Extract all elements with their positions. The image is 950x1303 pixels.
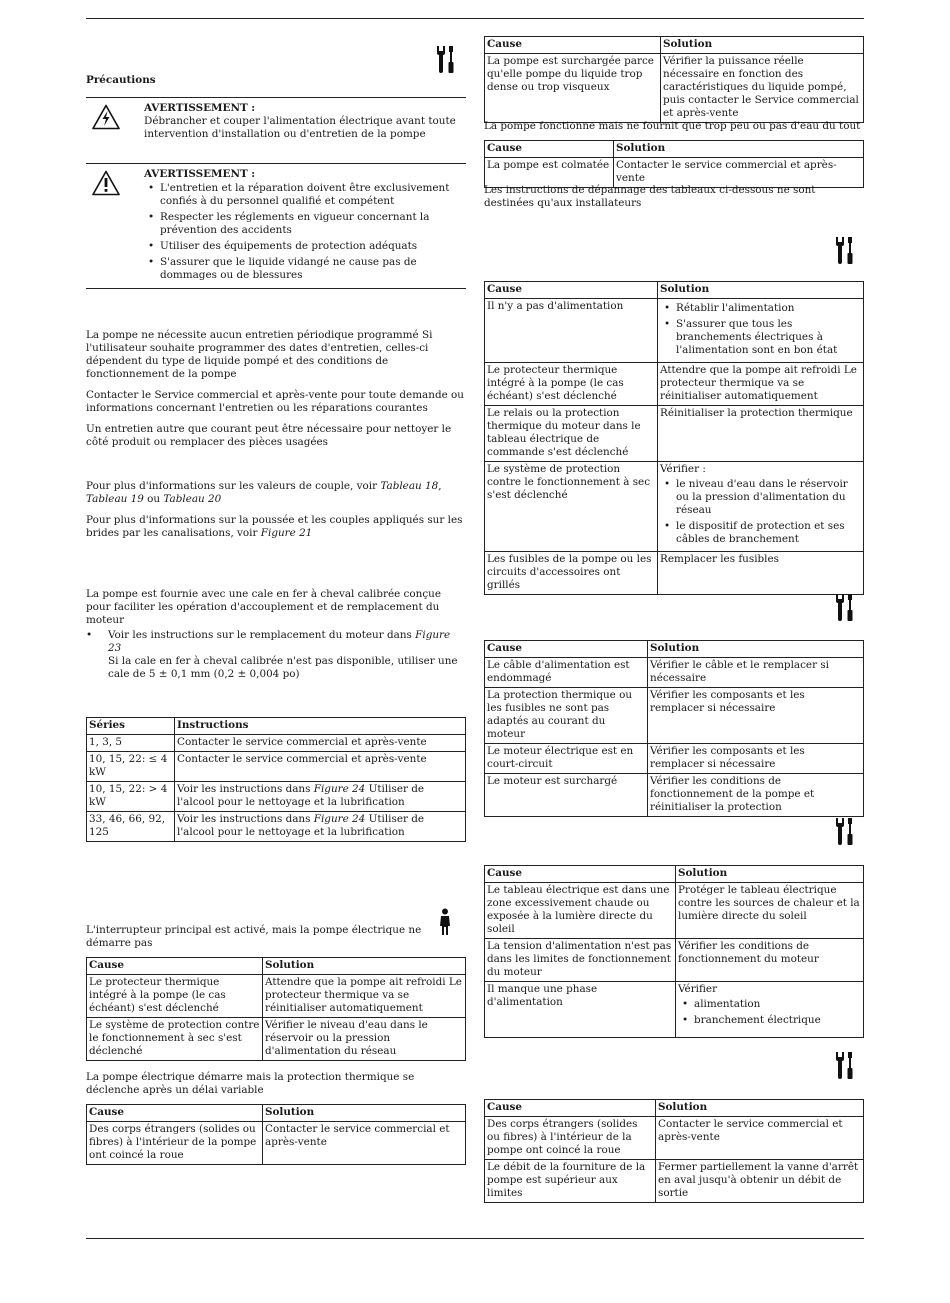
- column-header: Séries: [87, 718, 175, 735]
- general-warning-icon: [92, 170, 120, 196]
- table-row: 10, 15, 22: ≤ 4 kW Contacter le service commercial et après-vente: [87, 752, 466, 782]
- warning-box-electric: [86, 97, 466, 154]
- table-row: 33, 46, 66, 92, 125 Voir les instructions dans Figure 24 Utiliser de l'alcool pour le nettoyage et la lubrification: [87, 812, 466, 842]
- warning2-item: • L'entretien et la réparation doivent être exclusivement confiés à du personnel qualifié et compétent: [160, 182, 466, 208]
- wrench-screwdriver-icon: [833, 816, 855, 846]
- warning2-item: • Respecter les réglements en vigueur concernant la prévention des accidents: [160, 211, 466, 237]
- person-icon: [438, 908, 452, 936]
- table-row: La protection thermique ou les fusibles ne sont pas adaptés au courant du moteur Vérifier les composants et les remplacer si nécessaire: [485, 688, 864, 744]
- table-row: Le système de protection contre le fonctionnement à sec s'est déclenché Vérifier : • le niveau d'eau dans le réservoir ou la pression d'alimentation du réseau • le dispositif de protection et ses câbles de branchement: [485, 462, 864, 552]
- wrench-screwdriver-icon: [833, 592, 855, 622]
- table-ref[interactable]: Tableau 19: [86, 493, 144, 505]
- table-row: Le protecteur thermique intégré à la pompe (le cas échéant) s'est déclenché Attendre que la pompe ait refroidi Le protecteur thermique va se réinitialiser automatiquement: [485, 363, 864, 406]
- table-row: La pompe est surchargée parce qu'elle pompe du liquide trop dense ou trop visqueux Vérifier la puissance réelle nécessaire en fonction des caractéristiques du liquide pompé, puis contacter le Service commercial et après-vente: [485, 54, 864, 123]
- table-row: Les fusibles de la pompe ou les circuits d'accessoires ont grillés Remplacer les fusibles: [485, 552, 864, 595]
- table-row: Des corps étrangers (solides ou fibres) à l'intérieur de la pompe ont coincé la roue Contacter le service commercial et après-vente: [485, 1117, 864, 1160]
- troubleshoot-table-1: [86, 957, 466, 1061]
- precautions-title: Précautions: [86, 74, 156, 86]
- figure-ref[interactable]: Figure 23: [108, 629, 451, 654]
- troubleshoot-table-top: [484, 36, 864, 123]
- column-header: Solution: [656, 1100, 864, 1117]
- table-row: 10, 15, 22: > 4 kW Voir les instructions dans Figure 24 Utiliser de l'alcool pour le nettoyage et la lubrification: [87, 782, 466, 812]
- figure-ref[interactable]: Figure 24: [313, 783, 366, 795]
- column-header: Solution: [263, 958, 466, 975]
- table-row: Le protecteur thermique intégré à la pompe (le cas échéant) s'est déclenché Attendre que la pompe ait refroidi Le protecteur thermique va se réinitialiser automatiquement: [87, 975, 466, 1018]
- table-row: Il n'y a pas d'alimentation • Rétablir l'alimentation • S'assurer que tous les branchements électriques à l'alimentation sont en bon état: [485, 299, 864, 363]
- installers-note: Les instructions de dépannage des tableaux ci-dessous ne sont destinées qu'aux installateurs: [484, 184, 816, 209]
- column-header: Solution: [614, 141, 864, 158]
- column-header: Cause: [485, 641, 648, 658]
- column-header: Solution: [648, 641, 864, 658]
- wrench-screwdriver-icon: [833, 1050, 855, 1080]
- warning1-title: AVERTISSEMENT :: [144, 102, 256, 114]
- series-table: [86, 717, 466, 842]
- table-row: Le système de protection contre le fonctionnement à sec s'est déclenché Vérifier le niveau d'eau dans le réservoir ou la pression d'alimentation du réseau: [87, 1018, 466, 1061]
- table-row: Il manque une phase d'alimentation Vérifier • alimentation • branchement électrique: [485, 982, 864, 1038]
- maintenance-text: [86, 329, 464, 449]
- wrench-screwdriver-icon: [434, 44, 456, 74]
- column-header: Cause: [485, 141, 614, 158]
- wrench-screwdriver-icon: [833, 235, 855, 265]
- column-header: Solution: [263, 1105, 466, 1122]
- column-header: Cause: [87, 958, 263, 975]
- table-ref[interactable]: Tableau 18: [380, 480, 439, 492]
- troubleshoot-table-7: [484, 1099, 864, 1203]
- warning2-item: • S'assurer que le liquide vidangé ne cause pas de dommages ou de blessures: [160, 256, 466, 282]
- warning2-title: AVERTISSEMENT :: [144, 168, 256, 180]
- column-header: Instructions: [175, 718, 466, 735]
- table-row: La tension d'alimentation n'est pas dans les limites de fonctionnement du moteur Vérifier les conditions de fonctionnement du moteur: [485, 939, 864, 982]
- maintenance-para-3: Un entretien autre que courant peut être nécessaire pour nettoyer le côté produit ou remplacer des pièces usagées: [86, 423, 452, 448]
- case1-title: L'interrupteur principal est activé, mais la pompe électrique ne démarre pas: [86, 924, 422, 949]
- table-row: Le moteur électrique est en court-circuit Vérifier les composants et les remplacer si nécessaire: [485, 744, 864, 774]
- column-header: Cause: [485, 866, 676, 883]
- torque-para: Pour plus d'informations sur les valeurs de couple, voir Tableau 18, Tableau 19 ou Tableau 20: [86, 480, 442, 505]
- table-row: 1, 3, 5 Contacter le service commercial et après-vente: [87, 735, 466, 752]
- warning1-text: Débrancher et couper l'alimentation électrique avant toute intervention d'installation ou d'entretien de la pompe: [144, 115, 456, 140]
- figure-ref[interactable]: Figure 24: [313, 813, 366, 825]
- table-row: Le débit de la fourniture de la pompe est supérieur aux limites Fermer partiellement la vanne d'arrêt en aval jusqu'à obtenir un débit de sortie: [485, 1160, 864, 1203]
- column-header: Cause: [87, 1105, 263, 1122]
- column-header: Solution: [658, 282, 864, 299]
- troubleshoot-table-5: [484, 640, 864, 817]
- electric-hazard-icon: [92, 104, 120, 130]
- troubleshoot-table-2: [86, 1104, 466, 1165]
- table-ref[interactable]: Tableau 20: [163, 493, 222, 505]
- torque-text: [86, 480, 464, 540]
- thrust-para: Pour plus d'informations sur la poussée et les couples appliqués sur les brides par les canalisations, voir Figure 21: [86, 514, 463, 539]
- table-row: Le moteur est surchargé Vérifier les conditions de fonctionnement de la pompe et réinitialiser la protection: [485, 774, 864, 817]
- case3-title: La pompe fonctionne mais ne fournit que trop peu ou pas d'eau du tout: [484, 120, 861, 132]
- warning2-list: [144, 182, 466, 282]
- bottom-rule: [86, 1238, 864, 1239]
- troubleshoot-table-6: [484, 865, 864, 1038]
- troubleshoot-table-3: [484, 140, 864, 188]
- table-row: Le tableau électrique est dans une zone excessivement chaude ou exposée à la lumière directe du soleil Protéger le tableau électrique contre les sources de chaleur et la lumière directe du soleil: [485, 883, 864, 939]
- warning2-item: • Utiliser des équipements de protection adéquats: [160, 240, 466, 253]
- maintenance-para-1: La pompe ne nécessite aucun entretien périodique programmé Si l'utilisateur souhaite programmer des dates d'entretien, celles-ci dépendent du type de liquide pompé et des conditions de fonctionnement de la pompe: [86, 329, 433, 380]
- column-header: Cause: [485, 37, 661, 54]
- table-row: Des corps étrangers (solides ou fibres) à l'intérieur de la pompe ont coincé la roue Contacter le service commercial et après-vente: [87, 1122, 466, 1165]
- column-header: Solution: [676, 866, 864, 883]
- shim-bullet: • Voir les instructions sur le remplacement du moteur dans Figure 23 Si la cale en fer à cheval calibrée n'est pas disponible, utiliser une cale de 5 ± 0,1 mm (0,2 ± 0,004 po): [86, 629, 458, 680]
- table-row: La pompe est colmatée Contacter le service commercial et après-vente: [485, 158, 864, 188]
- troubleshoot-table-4: [484, 281, 864, 595]
- maintenance-para-2: Contacter le Service commercial et après-vente pour toute demande ou informations concernant l'entretien ou les réparations courantes: [86, 389, 464, 414]
- shim-para: La pompe est fournie avec une cale en fer à cheval calibrée conçue pour faciliter les opération d'accouplement et de remplacement du moteur: [86, 588, 441, 626]
- table-row: Le relais ou la protection thermique du moteur dans le tableau électrique de commande s'est déclenché Réinitialiser la protection thermique: [485, 406, 864, 462]
- figure-ref[interactable]: Figure 21: [260, 527, 313, 539]
- top-rule: [86, 18, 864, 19]
- column-header: Solution: [661, 37, 864, 54]
- warning-box-general: [86, 163, 466, 289]
- table-row: Le câble d'alimentation est endommagé Vérifier le câble et le remplacer si nécessaire: [485, 658, 864, 688]
- case2-title: La pompe électrique démarre mais la protection thermique se déclenche après un délai variable: [86, 1071, 415, 1096]
- shim-text: [86, 588, 464, 627]
- column-header: Cause: [485, 1100, 656, 1117]
- column-header: Cause: [485, 282, 658, 299]
